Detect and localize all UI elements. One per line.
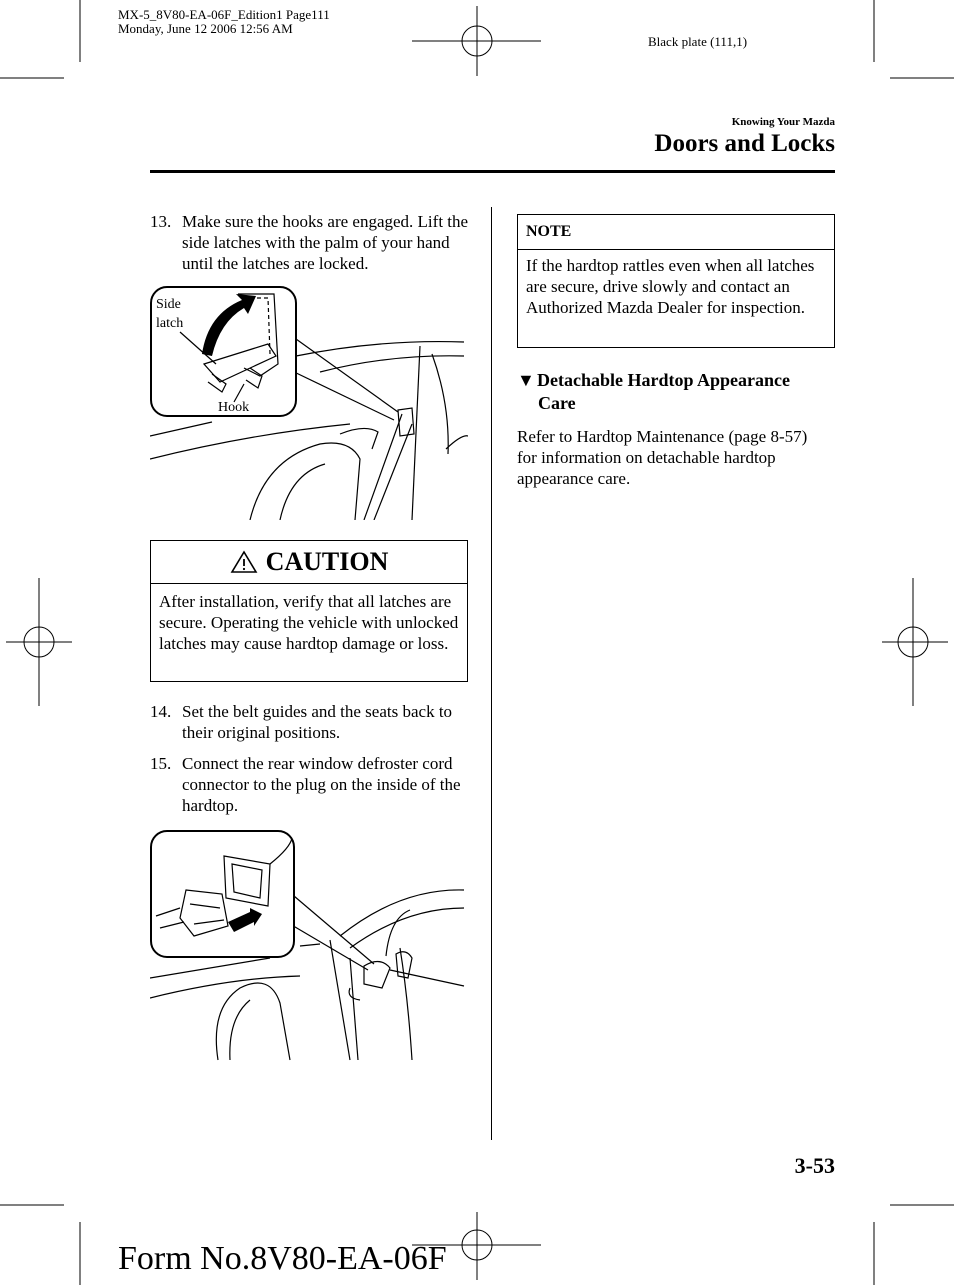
header-rule: [150, 170, 835, 173]
step-number: 15.: [150, 754, 172, 773]
section-category: Knowing Your Mazda: [731, 116, 835, 128]
page-title: Doors and Locks: [654, 130, 835, 157]
print-metadata: [118, 8, 330, 36]
triangle-marker-icon: ▼: [517, 370, 535, 390]
label-latch: latch: [156, 316, 184, 331]
note-text: If the hardtop rattles even when all latches are secure, drive slowly and contact an Authorized Mazda Dealer for inspection.: [526, 256, 815, 317]
caution-header: [151, 541, 467, 584]
step-text: Make sure the hooks are engaged. Lift the side latches with the palm of your hand until the latches are locked.: [182, 212, 469, 273]
step-number: 13.: [150, 212, 172, 231]
caution-box: [150, 540, 468, 682]
defroster-connector-illustration: [150, 828, 468, 1064]
caution-title: CAUTION: [265, 547, 389, 576]
caution-text: After installation, verify that all latches are secure. Operating the vehicle with unlocked latches may cause hardtop damage or loss.: [159, 592, 459, 653]
form-number: Form No.8V80-EA-06F: [118, 1240, 447, 1277]
step-text: Set the belt guides and the seats back to their original positions.: [182, 702, 453, 742]
plate-label: Black plate (111,1): [648, 34, 748, 49]
print-meta-line2: Monday, June 12 2006 12:56 AM: [118, 21, 293, 36]
note-title: NOTE: [518, 215, 834, 250]
note-box: [517, 214, 835, 348]
print-meta-line1: MX-5_8V80-EA-06F_Edition1 Page111: [118, 7, 330, 22]
step-15: [150, 753, 470, 816]
label-hook: Hook: [218, 400, 250, 415]
side-latch-illustration: [150, 284, 468, 520]
subheading-line2: Care: [538, 393, 576, 413]
body-paragraph: Refer to Hardtop Maintenance (page 8-57) for information on detachable hardtop appearance care.: [517, 427, 808, 488]
step-text: Connect the rear window defroster cord connector to the plug on the inside of the hardtop.: [182, 754, 461, 815]
warning-triangle-icon: [230, 550, 258, 574]
column-divider: [491, 207, 492, 1140]
step-14: [150, 701, 470, 743]
step-13: [150, 211, 470, 274]
subheading: [517, 369, 837, 415]
subheading-line1: Detachable Hardtop Appearance: [537, 370, 790, 390]
page-number: 3-53: [794, 1153, 835, 1178]
label-side: Side: [156, 297, 181, 312]
step-number: 14.: [150, 702, 172, 721]
